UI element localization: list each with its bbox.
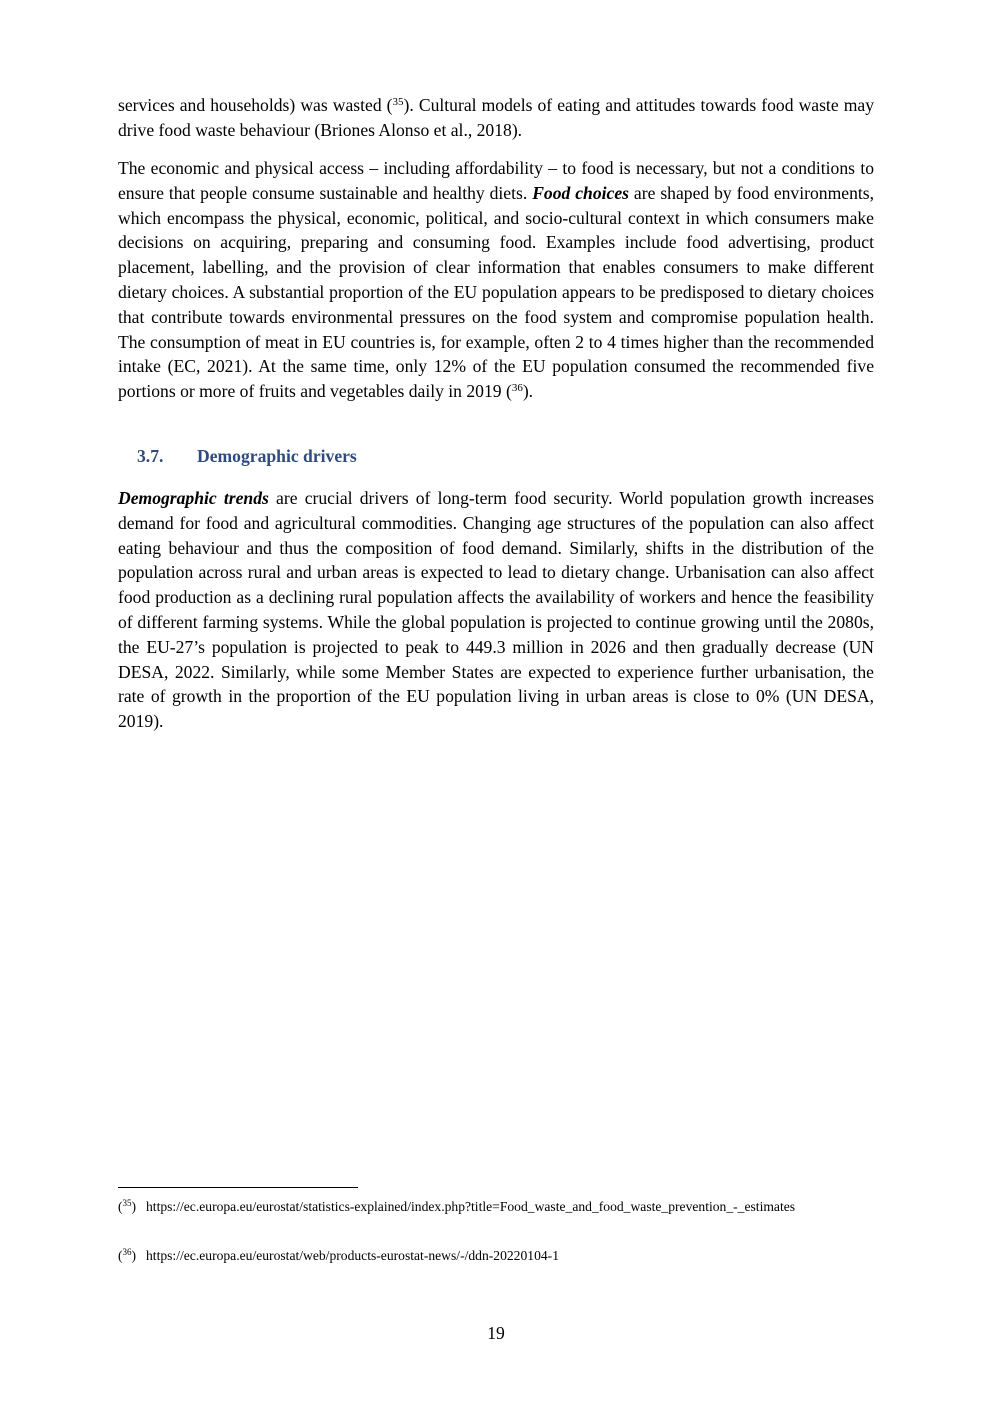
footnote-paren-close: ) [131,1248,137,1263]
footnote-link[interactable]: https://ec.europa.eu/eurostat/web/products-eurostat-news/-/ddn-20220104-1 [146,1248,559,1263]
section-heading [137,444,357,468]
footnote-number: 35 [122,1198,132,1208]
footnote-reference-36[interactable]: 36 [511,382,523,395]
footnote-paren-close: ) [131,1199,137,1214]
paragraph-demographic-trends [118,486,874,734]
footnote-paren-open: ( [118,1199,123,1214]
paragraph-text: ). [522,381,534,402]
footnote-marker [118,1246,136,1266]
paragraph-text: are crucial drivers of long-term food security. World population growth increases demand for food and agricultural commodities. Changing age structures of the population can also affect eating behaviour and thus the composition of food demand. Similarly, shifts in the distribution of the population across rural and urban areas is expected to lead to dietary change. Urbanisation can also affect food production as a declining rural population affects the availability of workers and hence the feasibility of different farming systems. While the global population is projected to continue growing until the 2080s, the EU-27’s population is projected to peak to 449.3 million in 2026 and then gradually decrease (UN DESA, 2022. Similarly, while some Member States are expected to experience further urbanisation, the rate of growth in the proportion of the EU population living in urban areas is close to 0% (UN DESA, 2019). [118,488,874,732]
footnote-reference-35[interactable]: 35 [392,96,404,108]
page-number: 19 [487,1323,505,1343]
footnote-paren-open: ( [118,1248,123,1263]
paragraph-text: The economic and physical access – including affordability – to food is necessary, but not a conditions to ensure that people consume sustainable and healthy diets. [118,158,874,203]
paragraph-food-waste [118,93,874,143]
section-number: 3.7. [137,446,164,466]
footnote-marker [118,1197,136,1217]
paragraph-text: services and households) was wasted ( [118,95,393,115]
footnote-36 [118,1246,874,1266]
paragraph-text: are shaped by food environments, which encompass the physical, economic, political, and socio-cultural context in which consumers make decisions on acquiring, preparing and consuming food. Examples include food advertising, product placement, labelling, and the provision of clear information that enables consumers to make different dietary choices. A substantial proportion of the EU population appears to be predisposed to dietary choices that contribute towards environmental pressures on the food system and compromise population health. The consumption of meat in EU countries is, for example, often 2 to 4 times higher than the recommended intake (EC, 2021). At the same time, only 12% of the EU population consumed the recommended five portions or more of fruits and vegetables daily in 2019 ( [118,182,874,402]
footnote-35 [118,1197,874,1217]
emphasized-term-demographic-trends: Demographic trends [118,488,269,508]
paragraph-text: ). Cultural models of eating and attitudes towards food waste may drive food waste behaviour (Briones Alonso et al., 2018). [118,95,874,140]
footnote-number: 36 [122,1247,132,1257]
section-title: Demographic drivers [197,446,357,466]
emphasized-term-food-choices: Food choices [532,182,629,203]
footnote-link[interactable]: https://ec.europa.eu/eurostat/statistics-explained/index.php?title=Food_waste_and_food_waste_prevention_-_estimates [146,1199,796,1214]
footnote-separator [118,1187,358,1188]
paragraph-food-choices [118,156,874,404]
